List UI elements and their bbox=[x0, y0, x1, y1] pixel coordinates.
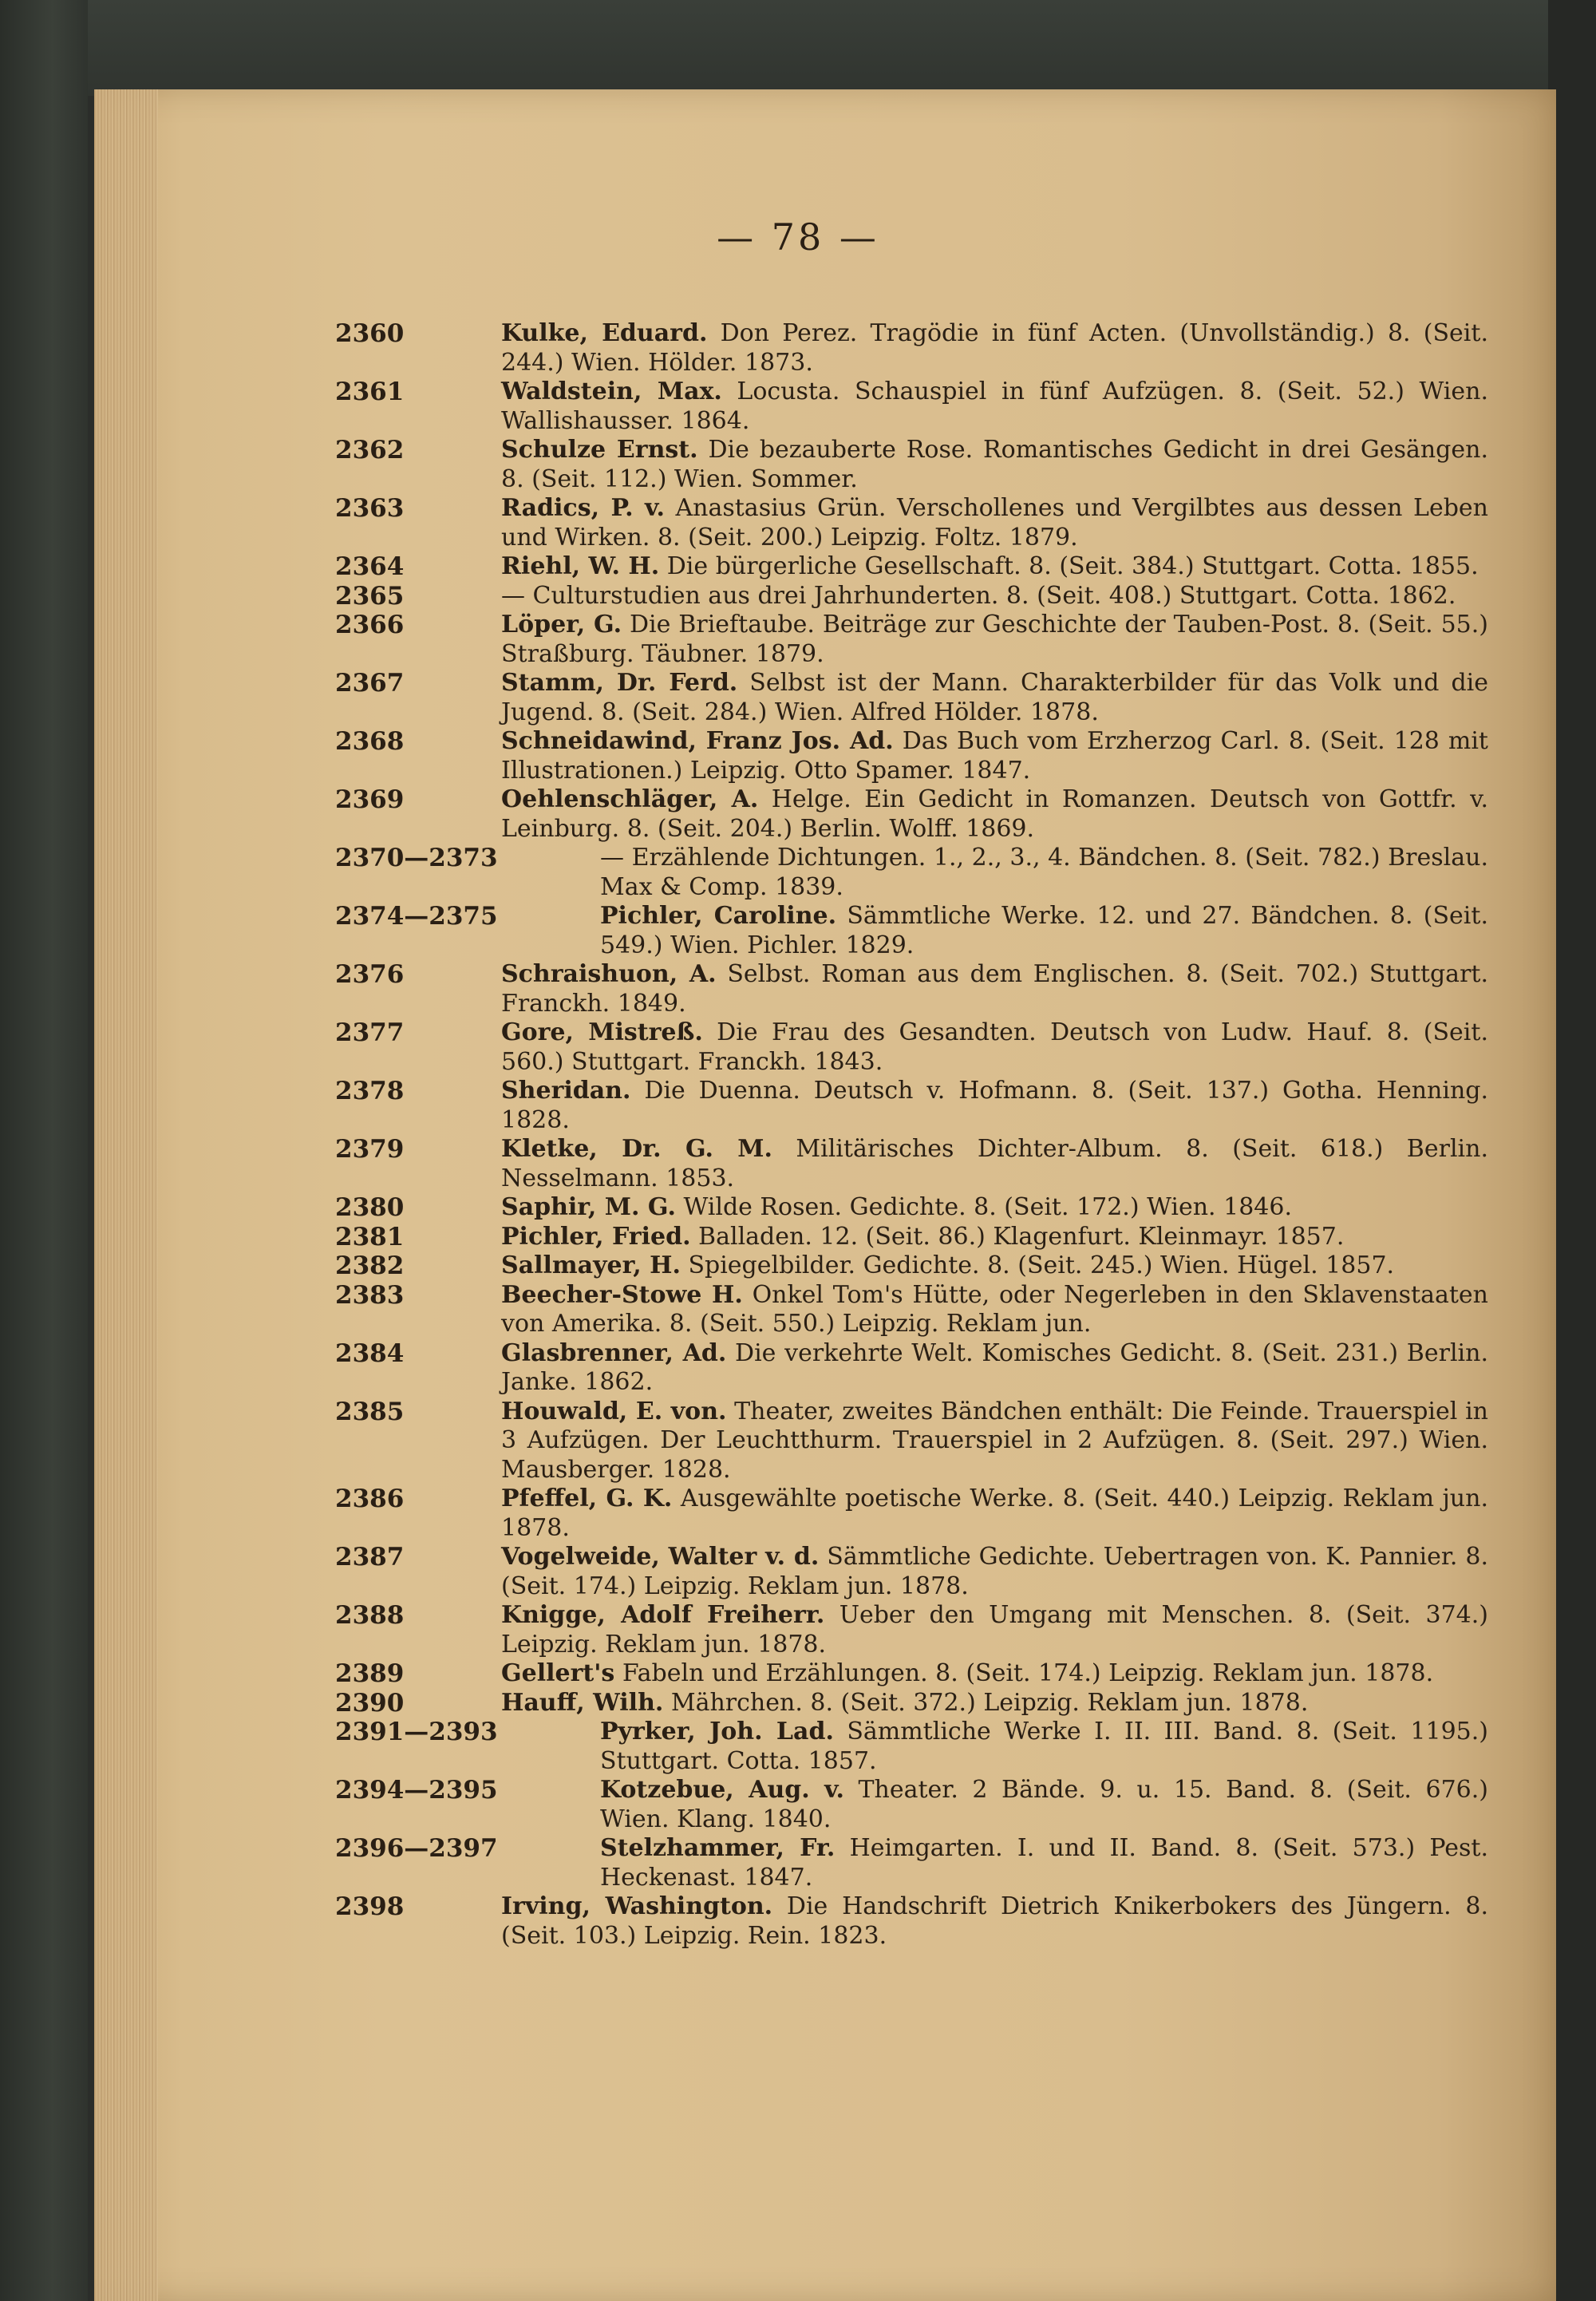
entry-text: Heimgarten. I. und II. Band. 8. (Seit. 573.) Pest. Heckenast. 1847. bbox=[600, 1834, 1488, 1892]
entry-author: Riehl, W. H. bbox=[501, 552, 660, 580]
entry-author: Pfeffel, G. K. bbox=[501, 1485, 673, 1512]
entry-author: Schneidawind, Franz Jos. Ad. bbox=[501, 727, 894, 755]
catalog-entry bbox=[335, 902, 1488, 960]
catalog-entry bbox=[335, 669, 1488, 727]
entry-author: Sheridan. bbox=[501, 1077, 631, 1105]
book-cover-top bbox=[0, 0, 1596, 96]
entry-text: Die Brieftaube. Beiträge zur Geschichte der Tauben-Post. 8. (Seit. 55.) Straßburg. Täubner. 1879. bbox=[501, 611, 1488, 668]
entry-text: Sämmtliche Gedichte. Uebertragen von. K. Pannier. 8. (Seit. 174.) Leipzig. Reklam jun. 1878. bbox=[501, 1543, 1489, 1600]
catalog-entry bbox=[335, 727, 1488, 785]
entry-number: 2387 bbox=[335, 1543, 405, 1572]
catalog-entry bbox=[335, 1776, 1489, 1834]
book-cover-left bbox=[0, 0, 88, 2301]
entry-number: 2368 bbox=[335, 727, 405, 756]
catalog-entry bbox=[335, 319, 1488, 378]
entry-number: 2384 bbox=[335, 1338, 405, 1368]
entry-number: 2374—2375 bbox=[335, 902, 498, 931]
entry-number: 2365 bbox=[335, 581, 405, 611]
catalog-entry bbox=[335, 436, 1488, 494]
catalog-entry bbox=[335, 378, 1488, 436]
entry-text: Die Duenna. Deutsch v. Hofmann. 8. (Seit. 137.) Gotha. Henning. 1828. bbox=[501, 1077, 1488, 1134]
entry-author: Glasbrenner, Ad. bbox=[501, 1338, 727, 1367]
entry-text: Theater. 2 Bände. 9. u. 15. Band. 8. (Seit. 676.) Wien. Klang. 1840. bbox=[600, 1776, 1489, 1833]
entry-author: Kotzebue, Aug. v. bbox=[600, 1776, 844, 1804]
entry-number: 2377 bbox=[335, 1018, 405, 1047]
entry-author: Kletke, Dr. G. M. bbox=[501, 1135, 772, 1163]
catalog-entry bbox=[335, 611, 1488, 669]
entry-text: Ueber den Umgang mit Menschen. 8. (Seit. 374.) Leipzig. Reklam jun. 1878. bbox=[501, 1601, 1488, 1659]
catalog-entry bbox=[335, 581, 1488, 611]
catalog-entry bbox=[335, 1222, 1488, 1252]
catalog-entry bbox=[335, 1718, 1488, 1776]
page-edges bbox=[94, 89, 158, 2301]
entry-author: Gore, Mistreß. bbox=[501, 1018, 703, 1046]
entry-number: 2383 bbox=[335, 1280, 405, 1310]
catalog-entry bbox=[335, 1135, 1488, 1193]
entry-number: 2379 bbox=[335, 1135, 405, 1164]
entry-number: 2362 bbox=[335, 436, 405, 465]
catalog-entry bbox=[335, 1193, 1488, 1223]
entry-author: Kulke, Eduard. bbox=[501, 319, 708, 347]
entry-number: 2385 bbox=[335, 1397, 405, 1426]
entry-number: 2366 bbox=[335, 611, 405, 639]
entry-number: 2386 bbox=[335, 1485, 405, 1513]
entry-text: Sämmtliche Werke. 12. und 27. Bändchen. 8. (Seit. 549.) Wien. Pichler. 1829. bbox=[600, 902, 1488, 959]
entry-text: Die Handschrift Dietrich Knikerbokers des Jüngern. 8. (Seit. 103.) Leipzig. Rein. 1823. bbox=[501, 1892, 1489, 1950]
catalog-entry bbox=[335, 1834, 1488, 1892]
entry-text: Helge. Ein Gedicht in Romanzen. Deutsch von Gottfr. v. Leinburg. 8. (Seit. 204.) Berlin. Wolff. 1869. bbox=[501, 785, 1488, 843]
entry-text: Locusta. Schauspiel in fünf Aufzügen. 8. (Seit. 52.) Wien. Wallishausser. 1864. bbox=[501, 378, 1488, 435]
catalog-entry bbox=[335, 844, 1488, 902]
entry-number: 2388 bbox=[335, 1601, 405, 1630]
entry-number: 2363 bbox=[335, 494, 405, 523]
entry-author: Irving, Washington. bbox=[501, 1892, 773, 1920]
entry-text: Sämmtliche Werke I. II. III. Band. 8. (Seit. 1195.) Stuttgart. Cotta. 1857. bbox=[600, 1718, 1488, 1775]
entry-text: Balladen. 12. (Seit. 86.) Klagenfurt. Kleinmayr. 1857. bbox=[690, 1222, 1345, 1251]
catalog-entry bbox=[335, 494, 1488, 552]
catalog-entry bbox=[335, 1485, 1488, 1543]
entry-number: 2398 bbox=[335, 1892, 405, 1921]
entry-text: Fabeln und Erzählungen. 8. (Seit. 174.) Leipzig. Reklam jun. 1878. bbox=[614, 1659, 1434, 1687]
catalog-entry bbox=[335, 1601, 1488, 1659]
entry-number: 2381 bbox=[335, 1222, 405, 1251]
entry-number: 2378 bbox=[335, 1077, 405, 1105]
entry-text: — Erzählende Dichtungen. 1., 2., 3., 4. Bändchen. 8. (Seit. 782.) Breslau. Max & Comp. 1839. bbox=[600, 844, 1488, 901]
catalog-entry bbox=[335, 960, 1488, 1018]
catalog-entry bbox=[335, 1688, 1488, 1718]
entry-number: 2376 bbox=[335, 960, 405, 989]
entry-text: Ausgewählte poetische Werke. 8. (Seit. 440.) Leipzig. Reklam jun. 1878. bbox=[501, 1485, 1488, 1542]
entry-number: 2361 bbox=[335, 378, 405, 406]
entry-author: Gellert's bbox=[501, 1659, 615, 1687]
entry-author: Saphir, M. G. bbox=[501, 1193, 676, 1221]
entry-number: 2389 bbox=[335, 1659, 405, 1688]
entry-number: 2390 bbox=[335, 1688, 405, 1718]
entry-text: Die Frau des Gesandten. Deutsch von Ludw. Hauf. 8. (Seit. 560.) Stuttgart. Franckh. 1843. bbox=[501, 1018, 1488, 1076]
entry-number: 2370—2373 bbox=[335, 844, 498, 872]
page-number: — 78 — bbox=[717, 215, 879, 259]
entry-author: Waldstein, Max. bbox=[501, 378, 722, 405]
entry-number: 2369 bbox=[335, 785, 405, 814]
entry-author: Sallmayer, H. bbox=[501, 1251, 681, 1279]
entry-text: Das Buch vom Erzherzog Carl. 8. (Seit. 128 mit Illustrationen.) Leipzig. Otto Spamer. 1847. bbox=[501, 727, 1488, 785]
entry-author: Stamm, Dr. Ferd. bbox=[501, 669, 738, 697]
catalog-entry bbox=[335, 1397, 1488, 1485]
entry-number: 2360 bbox=[335, 319, 405, 348]
catalog-entries bbox=[335, 319, 1489, 1951]
catalog-entry bbox=[335, 1077, 1488, 1135]
entry-author: Pichler, Fried. bbox=[501, 1222, 691, 1251]
entry-text: Selbst ist der Mann. Charakterbilder für das Volk und die Jugend. 8. (Seit. 284.) Wien. Alfred Hölder. 1878. bbox=[501, 669, 1488, 726]
entry-author: Löper, G. bbox=[501, 611, 622, 639]
catalog-entry bbox=[335, 1543, 1489, 1601]
catalog-entry bbox=[335, 1659, 1488, 1689]
entry-number: 2367 bbox=[335, 669, 405, 698]
entry-text: — Culturstudien aus drei Jahrhunderten. 8. (Seit. 408.) Stuttgart. Cotta. 1862. bbox=[501, 581, 1456, 610]
entry-text: Die bürgerliche Gesellschaft. 8. (Seit. 384.) Stuttgart. Cotta. 1855. bbox=[659, 552, 1479, 580]
entry-text: Spiegelbilder. Gedichte. 8. (Seit. 245.) Wien. Hügel. 1857. bbox=[680, 1251, 1395, 1279]
entry-number: 2396—2397 bbox=[335, 1834, 498, 1863]
entry-author: Hauff, Wilh. bbox=[501, 1688, 664, 1717]
catalog-entry bbox=[335, 785, 1488, 844]
entry-author: Beecher-Stowe H. bbox=[501, 1280, 743, 1309]
entry-text: Don Perez. Tragödie in fünf Acten. (Unvollständig.) 8. (Seit. 244.) Wien. Hölder. 1873. bbox=[501, 319, 1488, 377]
entry-text: Theater, zweites Bändchen enthält: Die Feinde. Trauerspiel in 3 Aufzügen. Der Leuchtthurm. Trauerspiel in 2 Aufzügen. 8. (Seit. 297.) Wien. Mausberger. 1828. bbox=[501, 1397, 1488, 1484]
catalog-entry bbox=[335, 552, 1488, 582]
entry-author: Knigge, Adolf Freiherr. bbox=[501, 1601, 825, 1629]
entry-author: Vogelweide, Walter v. d. bbox=[501, 1543, 820, 1571]
entry-text: Die bezauberte Rose. Romantisches Gedicht in drei Gesängen. 8. (Seit. 112.) Wien. Sommer. bbox=[501, 436, 1488, 493]
catalog-entry bbox=[335, 1280, 1488, 1339]
entry-number: 2380 bbox=[335, 1193, 405, 1222]
entry-number: 2382 bbox=[335, 1251, 405, 1280]
entry-text: Wilde Rosen. Gedichte. 8. (Seit. 172.) Wien. 1846. bbox=[675, 1193, 1293, 1221]
entry-number: 2391—2393 bbox=[335, 1718, 498, 1746]
entry-number: 2364 bbox=[335, 552, 405, 581]
entry-author: Schulze Ernst. bbox=[501, 436, 698, 464]
entry-text: Selbst. Roman aus dem Englischen. 8. (Seit. 702.) Stuttgart. Franckh. 1849. bbox=[501, 960, 1488, 1018]
entry-author: Oehlenschläger, A. bbox=[501, 785, 759, 813]
catalog-entry bbox=[335, 1018, 1488, 1077]
catalog-entry bbox=[335, 1892, 1489, 1951]
entry-text: Anastasius Grün. Verschollenes und Vergilbtes aus dessen Leben und Wirken. 8. (Seit. 200.) Leipzig. Foltz. 1879. bbox=[501, 494, 1488, 552]
entry-author: Radics, P. v. bbox=[501, 494, 665, 522]
entry-text: Mährchen. 8. (Seit. 372.) Leipzig. Reklam jun. 1878. bbox=[663, 1688, 1309, 1717]
entry-text: Militärisches Dichter-Album. 8. (Seit. 618.) Berlin. Nesselmann. 1853. bbox=[501, 1135, 1488, 1192]
entry-author: Schraishuon, A. bbox=[501, 960, 717, 988]
entry-author: Stelzhammer, Fr. bbox=[600, 1834, 836, 1862]
entry-text: Die verkehrte Welt. Komisches Gedicht. 8. (Seit. 231.) Berlin. Janke. 1862. bbox=[501, 1338, 1488, 1396]
entry-text: Onkel Tom's Hütte, oder Negerleben in den Sklavenstaaten von Amerika. 8. (Seit. 550.) Leipzig. Reklam jun. bbox=[501, 1280, 1488, 1338]
entry-author: Houwald, E. von. bbox=[501, 1397, 727, 1425]
entry-author: Pyrker, Joh. Lad. bbox=[600, 1718, 834, 1746]
entry-author: Pichler, Caroline. bbox=[600, 902, 837, 930]
entry-number: 2394—2395 bbox=[335, 1776, 498, 1805]
catalog-entry bbox=[335, 1251, 1488, 1281]
catalog-entry bbox=[335, 1338, 1488, 1398]
